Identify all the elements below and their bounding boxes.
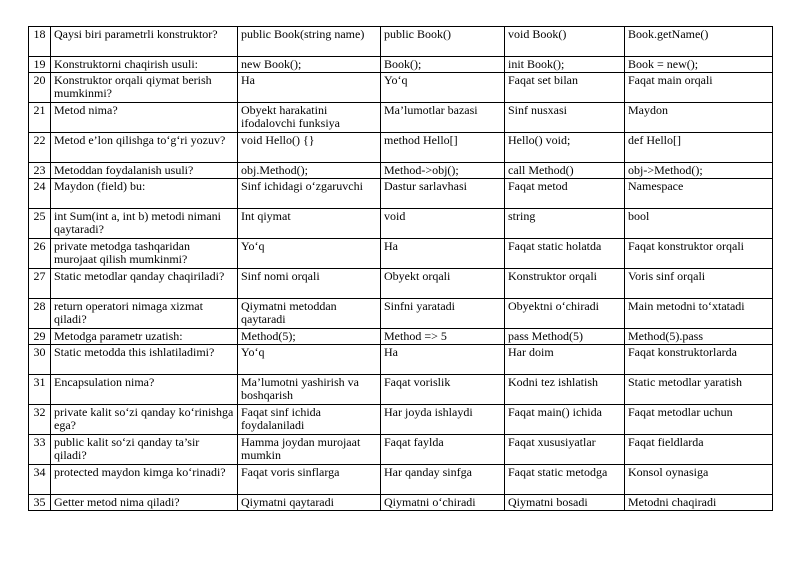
answer-c: Faqat xususiyatlar <box>505 435 625 465</box>
quiz-table-page <box>28 26 772 511</box>
table-row <box>29 239 773 269</box>
answer-b: method Hello[] <box>381 133 505 163</box>
question-text: Konstruktor orqali qiymat berish mumkinmi? <box>51 73 238 103</box>
answer-b: void <box>381 209 505 239</box>
question-number: 26 <box>29 239 51 269</box>
answer-c: Qiymatni bosadi <box>505 495 625 511</box>
answer-d: Method(5).pass <box>625 329 773 345</box>
question-number: 22 <box>29 133 51 163</box>
table-row <box>29 269 773 299</box>
answer-b: Ha <box>381 345 505 375</box>
quiz-table <box>28 26 773 511</box>
answer-a: Int qiymat <box>238 209 381 239</box>
answer-a: Qiymatni metoddan qaytaradi <box>238 299 381 329</box>
question-text: Static metodda this ishlatiladimi? <box>51 345 238 375</box>
answer-c: Konstruktor orqali <box>505 269 625 299</box>
answer-c: Obyektni o‘chiradi <box>505 299 625 329</box>
answer-a: Sinf nomi orqali <box>238 269 381 299</box>
question-text: Metod nima? <box>51 103 238 133</box>
answer-c: Faqat set bilan <box>505 73 625 103</box>
answer-b: Dastur sarlavhasi <box>381 179 505 209</box>
question-number: 34 <box>29 465 51 495</box>
question-number: 28 <box>29 299 51 329</box>
question-number: 18 <box>29 27 51 57</box>
answer-d: Metodni chaqiradi <box>625 495 773 511</box>
answer-c: Sinf nusxasi <box>505 103 625 133</box>
answer-c: init Book(); <box>505 57 625 73</box>
table-row <box>29 345 773 375</box>
answer-a: Ha <box>238 73 381 103</box>
table-row <box>29 299 773 329</box>
table-row <box>29 495 773 511</box>
table-row <box>29 179 773 209</box>
table-row <box>29 375 773 405</box>
answer-d: Faqat metodlar uchun <box>625 405 773 435</box>
answer-d: Faqat konstruktorlarda <box>625 345 773 375</box>
question-number: 30 <box>29 345 51 375</box>
answer-c: pass Method(5) <box>505 329 625 345</box>
answer-d: Namespace <box>625 179 773 209</box>
table-row <box>29 209 773 239</box>
answer-d: Faqat konstruktor orqali <box>625 239 773 269</box>
answer-b: Sinfni yaratadi <box>381 299 505 329</box>
answer-d: Book.getName() <box>625 27 773 57</box>
answer-c: Har doim <box>505 345 625 375</box>
table-row <box>29 405 773 435</box>
answer-c: Kodni tez ishlatish <box>505 375 625 405</box>
question-text: private metodga tashqaridan murojaat qilish mumkinmi? <box>51 239 238 269</box>
answer-b: Obyekt orqali <box>381 269 505 299</box>
answer-a: Sinf ichidagi o‘zgaruvchi <box>238 179 381 209</box>
question-number: 21 <box>29 103 51 133</box>
answer-a: Faqat sinf ichida foydalaniladi <box>238 405 381 435</box>
answer-c: Faqat main() ichida <box>505 405 625 435</box>
answer-d: Voris sinf orqali <box>625 269 773 299</box>
answer-b: Ha <box>381 239 505 269</box>
question-number: 31 <box>29 375 51 405</box>
answer-d: Static metodlar yaratish <box>625 375 773 405</box>
answer-a: new Book(); <box>238 57 381 73</box>
table-row <box>29 73 773 103</box>
answer-c: call Method() <box>505 163 625 179</box>
question-number: 24 <box>29 179 51 209</box>
answer-d: Faqat main orqali <box>625 73 773 103</box>
answer-a: public Book(string name) <box>238 27 381 57</box>
question-number: 19 <box>29 57 51 73</box>
table-row <box>29 435 773 465</box>
answer-b: Har joyda ishlaydi <box>381 405 505 435</box>
question-number: 29 <box>29 329 51 345</box>
answer-c: string <box>505 209 625 239</box>
answer-b: Method->obj(); <box>381 163 505 179</box>
table-row <box>29 465 773 495</box>
answer-a: Faqat voris sinflarga <box>238 465 381 495</box>
question-number: 27 <box>29 269 51 299</box>
question-text: Metod e’lon qilishga to‘g‘ri yozuv? <box>51 133 238 163</box>
answer-a: Ma’lumotni yashirish va boshqarish <box>238 375 381 405</box>
answer-a: Yo‘q <box>238 345 381 375</box>
question-text: int Sum(int a, int b) metodi nimani qaytaradi? <box>51 209 238 239</box>
answer-b: Method => 5 <box>381 329 505 345</box>
table-row <box>29 329 773 345</box>
answer-a: obj.Method(); <box>238 163 381 179</box>
question-text: protected maydon kimga ko‘rinadi? <box>51 465 238 495</box>
answer-d: Book = new(); <box>625 57 773 73</box>
answer-d: bool <box>625 209 773 239</box>
answer-c: void Book() <box>505 27 625 57</box>
question-text: Qaysi biri parametrli konstruktor? <box>51 27 238 57</box>
answer-b: Faqat vorislik <box>381 375 505 405</box>
answer-c: Faqat metod <box>505 179 625 209</box>
answer-a: Hamma joydan murojaat mumkin <box>238 435 381 465</box>
answer-a: Yo‘q <box>238 239 381 269</box>
question-text: public kalit so‘zi qanday ta’sir qiladi? <box>51 435 238 465</box>
answer-a: Qiymatni qaytaradi <box>238 495 381 511</box>
answer-a: Method(5); <box>238 329 381 345</box>
question-text: Konstruktorni chaqirish usuli: <box>51 57 238 73</box>
answer-d: Maydon <box>625 103 773 133</box>
answer-d: obj->Method(); <box>625 163 773 179</box>
question-text: private kalit so‘zi qanday ko‘rinishga ega? <box>51 405 238 435</box>
answer-b: Har qanday sinfga <box>381 465 505 495</box>
question-number: 20 <box>29 73 51 103</box>
question-text: Encapsulation nima? <box>51 375 238 405</box>
question-text: return operatori nimaga xizmat qiladi? <box>51 299 238 329</box>
question-number: 32 <box>29 405 51 435</box>
answer-c: Faqat static holatda <box>505 239 625 269</box>
answer-d: def Hello[] <box>625 133 773 163</box>
table-row <box>29 27 773 57</box>
answer-b: Qiymatni o‘chiradi <box>381 495 505 511</box>
question-text: Static metodlar qanday chaqiriladi? <box>51 269 238 299</box>
question-number: 35 <box>29 495 51 511</box>
table-row <box>29 57 773 73</box>
question-number: 23 <box>29 163 51 179</box>
answer-c: Hello() void; <box>505 133 625 163</box>
answer-d: Main metodni to‘xtatadi <box>625 299 773 329</box>
question-number: 33 <box>29 435 51 465</box>
answer-d: Faqat fieldlarda <box>625 435 773 465</box>
answer-a: void Hello() {} <box>238 133 381 163</box>
table-row <box>29 163 773 179</box>
question-text: Maydon (field) bu: <box>51 179 238 209</box>
answer-b: Yo‘q <box>381 73 505 103</box>
answer-d: Konsol oynasiga <box>625 465 773 495</box>
answer-b: Faqat faylda <box>381 435 505 465</box>
question-number: 25 <box>29 209 51 239</box>
table-row <box>29 103 773 133</box>
answer-c: Faqat static metodga <box>505 465 625 495</box>
question-text: Metodga parametr uzatish: <box>51 329 238 345</box>
answer-a: Obyekt harakatini ifodalovchi funksiya <box>238 103 381 133</box>
question-text: Getter metod nima qiladi? <box>51 495 238 511</box>
answer-b: public Book() <box>381 27 505 57</box>
answer-b: Ma’lumotlar bazasi <box>381 103 505 133</box>
table-row <box>29 133 773 163</box>
question-text: Metoddan foydalanish usuli? <box>51 163 238 179</box>
answer-b: Book(); <box>381 57 505 73</box>
